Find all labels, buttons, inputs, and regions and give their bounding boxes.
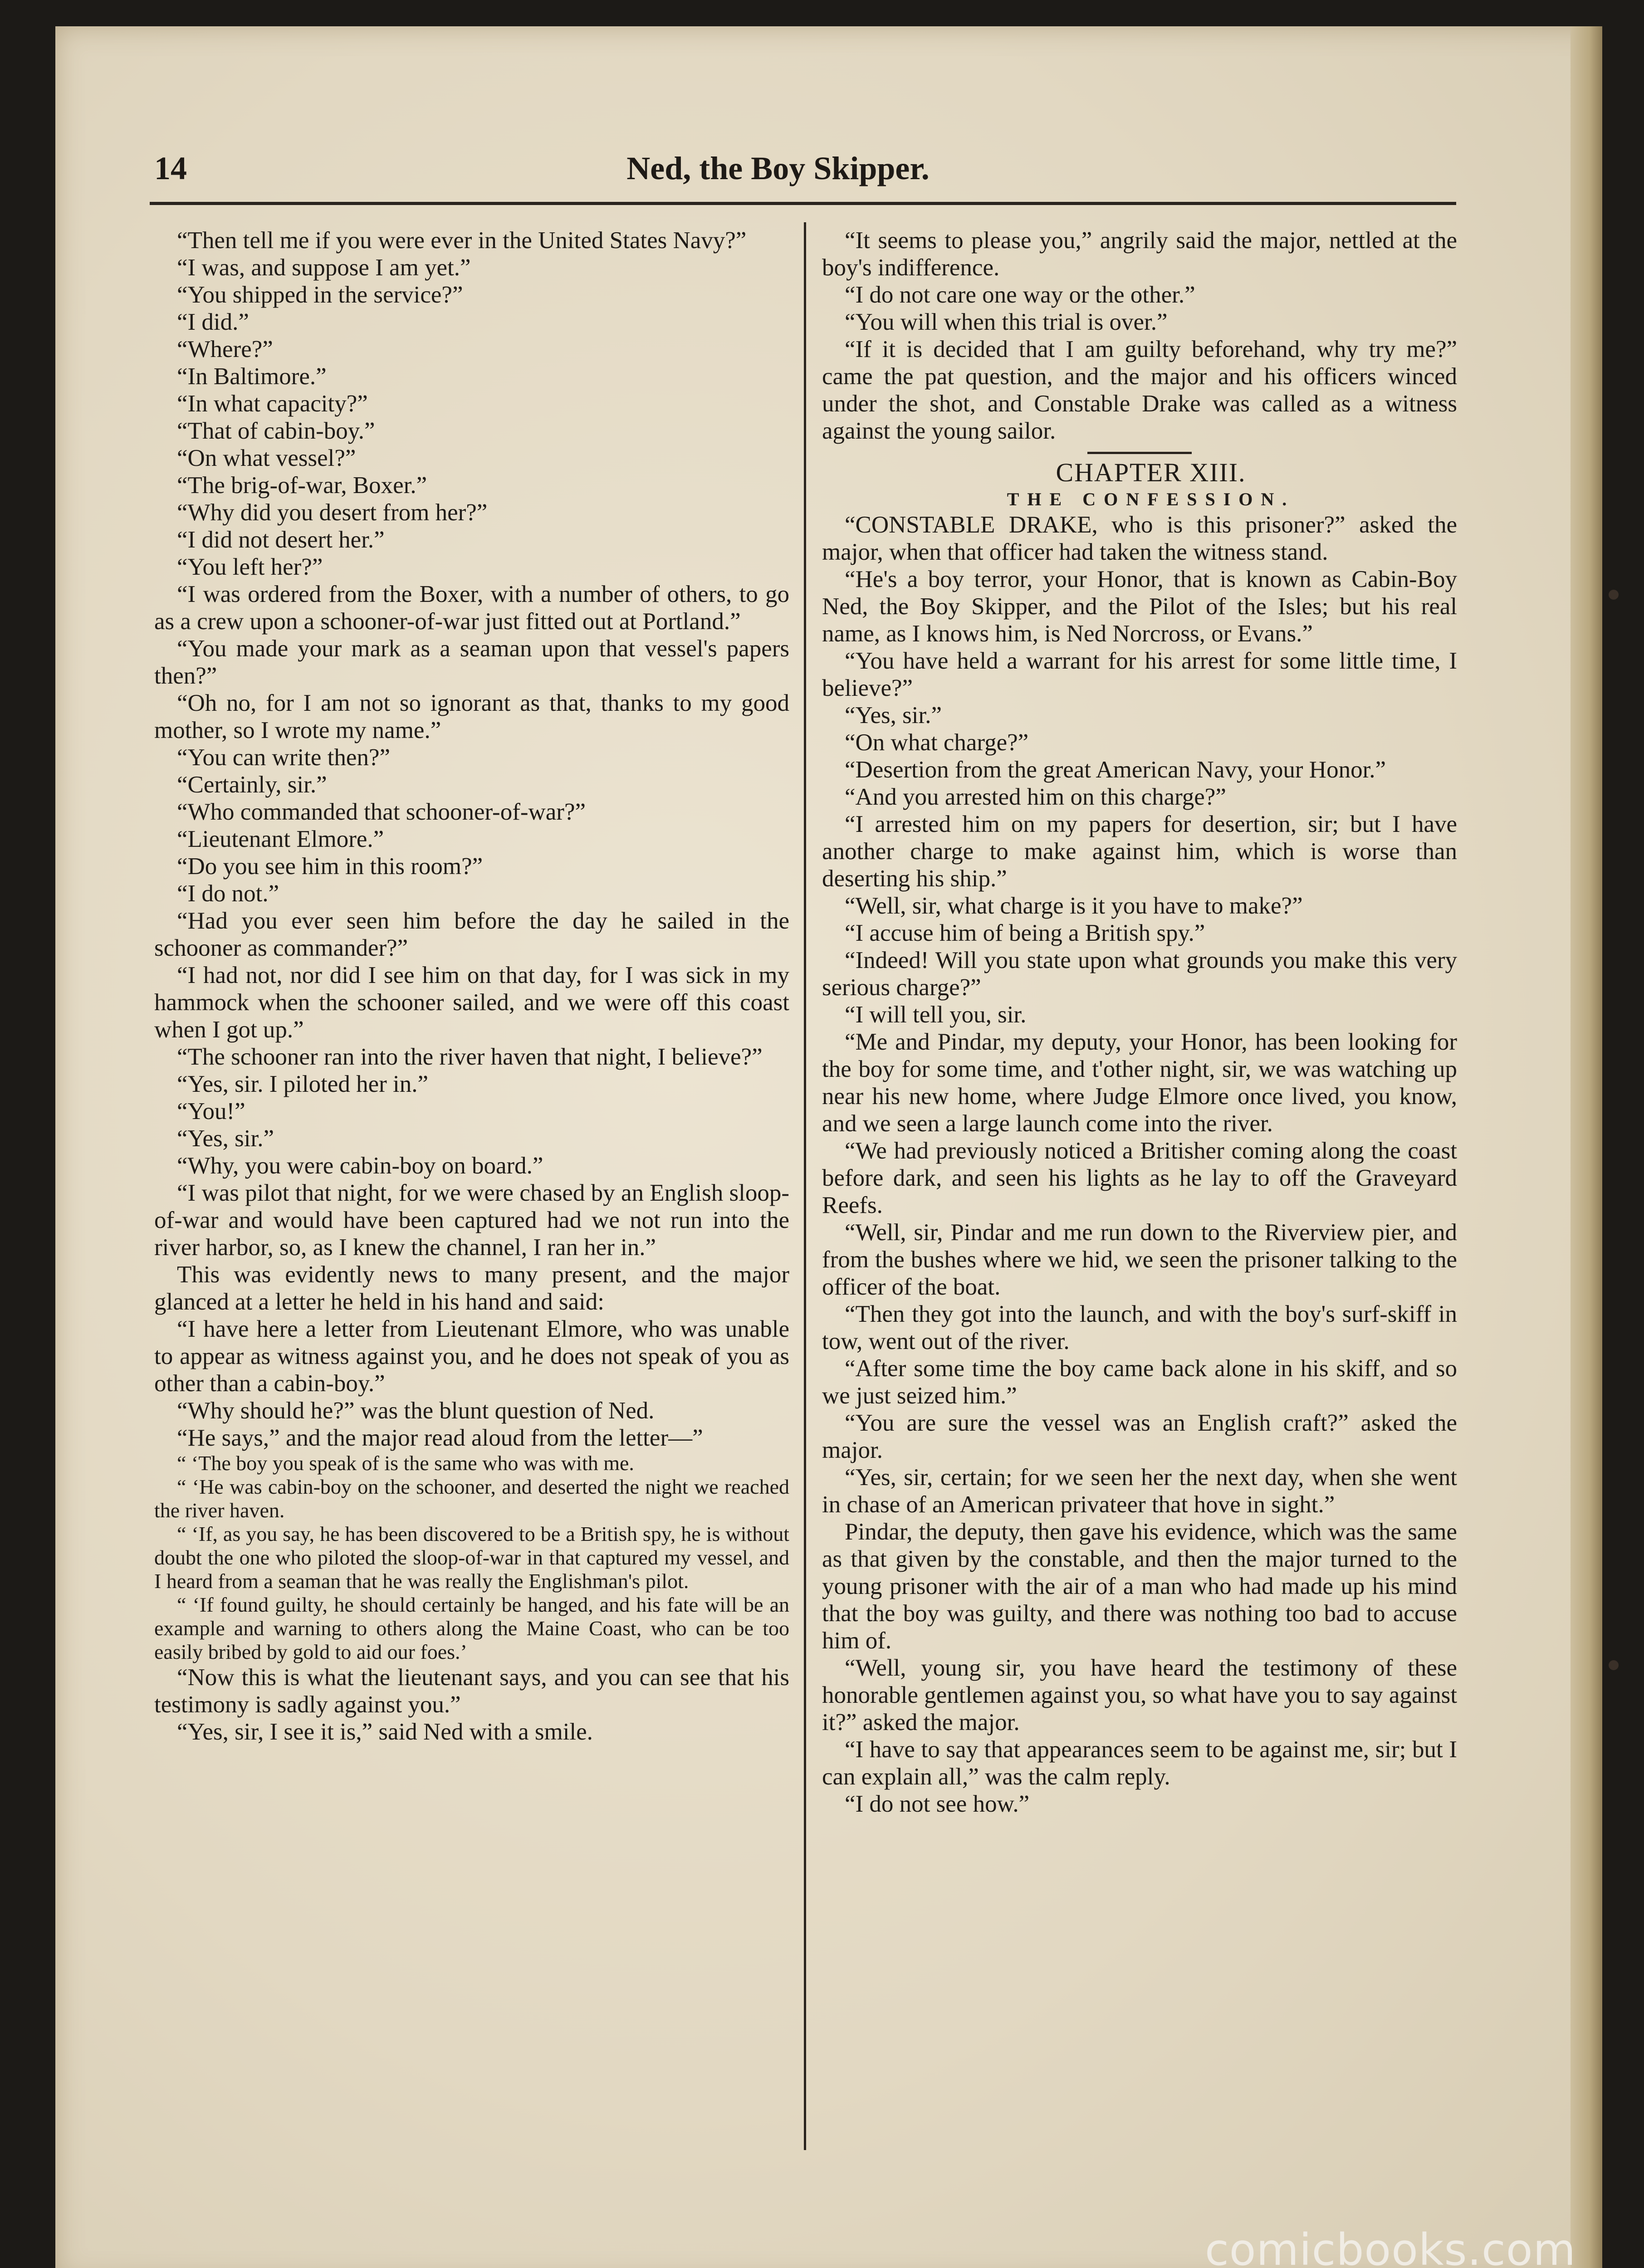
page-binding-edge <box>1571 26 1602 2268</box>
paragraph: “Well, sir, Pindar and me run down to the Riverview pier, and from the bushes where we hid, we seen the prisoner talking to the officer of the boat. <box>822 1219 1457 1300</box>
watermark-text: comicbooks.com <box>1204 2224 1576 2268</box>
paragraph: “Why did you desert from her?” <box>177 499 488 526</box>
paragraph: “Then they got into the launch, and with the boy's surf-skiff in tow, went out of the river. <box>822 1301 1457 1354</box>
paragraph: “I was, and suppose I am yet.” <box>177 254 471 281</box>
running-title: Ned, the Boy Skipper. <box>626 150 930 186</box>
paragraph: “Oh no, for I am not so ignorant as that, thanks to my good mother, so I wrote my name.” <box>154 690 789 743</box>
page-number: 14 <box>154 150 187 186</box>
paragraph: “Certainly, sir.” <box>177 772 327 798</box>
paragraph: “On what vessel?” <box>177 445 356 471</box>
paragraph: “Well, sir, what charge is it you have to make?” <box>845 893 1303 919</box>
paragraph: “You are sure the vessel was an English craft?” asked the major. <box>822 1410 1457 1463</box>
paragraph: “Desertion from the great American Navy, your Honor.” <box>845 757 1386 783</box>
letter-quotes <box>154 1452 789 1664</box>
paragraph: “I was pilot that night, for we were chased by an English sloop-of-war and would have been captured had we not run into the river harbor, so, as I knew the channel, I ran her in.” <box>154 1180 789 1261</box>
paragraph: “Lieutenant Elmore.” <box>177 826 384 852</box>
header-rule <box>150 202 1456 205</box>
right-column <box>822 227 1457 1818</box>
paragraph: “I did.” <box>177 309 249 335</box>
paragraph: “You can write then?” <box>177 744 390 771</box>
binding-tack <box>1609 1660 1619 1670</box>
paragraph: “The brig-of-war, Boxer.” <box>177 472 427 499</box>
paragraph: “And you arrested him on this charge?” <box>845 784 1226 810</box>
paragraph: “You will when this trial is over.” <box>845 309 1168 335</box>
paragraph: “In what capacity?” <box>177 391 368 417</box>
paragraph: “Indeed! Will you state upon what grounds you make this very serious charge?” <box>822 947 1457 1001</box>
page-header <box>100 145 1456 195</box>
paragraph: “ ‘If found guilty, he should certainly be hanged, and his fate will be an example and warning to others along the Maine Coast, who can be too easily bribed by gold to aid our foes.’ <box>154 1593 789 1663</box>
paragraph: “In Baltimore.” <box>177 363 327 390</box>
paragraph: This was evidently news to many present, and the major glanced at a letter he held in his hand and said: <box>154 1261 789 1315</box>
paragraph: “Had you ever seen him before the day he sailed in the schooner as commander?” <box>154 908 789 961</box>
paragraph: “I do not see how.” <box>845 1791 1030 1817</box>
binding-tack <box>1609 590 1619 600</box>
paragraph: “I have to say that appearances seem to be against me, sir; but I can explain all,” was the calm reply. <box>822 1736 1457 1790</box>
chapter-title: CHAPTER XIII. <box>1056 458 1246 487</box>
paragraph: “You made your mark as a seaman upon that vessel's papers then?” <box>154 635 789 689</box>
left-column <box>154 227 789 1745</box>
paragraph: “He's a boy terror, your Honor, that is known as Cabin-Boy Ned, the Boy Skipper, and the Pilot of the Isles; but his real name, as I knows him, is Ned Norcross, or Evans.” <box>822 566 1457 647</box>
paragraph: Pindar, the deputy, then gave his evidence, which was the same as that given by the constable, and then the major turned to the young prisoner with the air of a man who had made up his mind that the boy was guilty, and there was nothing too bad to accuse him of. <box>822 1519 1457 1654</box>
paragraph: “Yes, sir, certain; for we seen her the next day, when she went in chase of an American privateer that hove in sight.” <box>822 1464 1457 1518</box>
right-paragraphs-top <box>822 227 1457 445</box>
paragraph: “Why should he?” was the blunt question of Ned. <box>177 1398 655 1424</box>
paragraph: “It seems to please you,” angrily said the major, nettled at the boy's indifference. <box>822 227 1457 281</box>
paragraph: “Me and Pindar, my deputy, your Honor, has been looking for the boy for some time, and t'other night, sir, we was watching up near his new home, where Judge Elmore once lived, you know, and we seen a large launch come into the river. <box>822 1029 1457 1137</box>
paragraph: “I arrested him on my papers for desertion, sir; but I have another charge to make against him, which is worse than deserting his ship.” <box>822 811 1457 892</box>
paragraph: “Well, young sir, you have heard the testimony of these honorable gentlemen against you, so what have you to say against it?” asked the major. <box>822 1655 1457 1735</box>
paragraph: “You have held a warrant for his arrest for some little time, I believe?” <box>822 648 1457 701</box>
chapter-rule <box>1087 452 1192 454</box>
paragraph: “ ‘If, as you say, he has been discovered to be a British spy, he is without doubt the one who piloted the sloop-of-war in that captured my vessel, and I heard from a seaman that he was really the Englishman's pilot. <box>154 1522 789 1593</box>
paragraph: “The schooner ran into the river haven that night, I believe?” <box>177 1044 763 1070</box>
paragraph: “On what charge?” <box>845 729 1029 756</box>
left-paragraphs <box>154 227 789 1452</box>
paragraph: “He says,” and the major read aloud from the letter—” <box>177 1425 703 1451</box>
paragraph: “You!” <box>177 1098 245 1124</box>
paragraph: “Where?” <box>177 336 273 362</box>
paragraph: “ ‘The boy you speak of is the same who was with me. <box>177 1452 634 1475</box>
paragraph: “You shipped in the service?” <box>177 282 463 308</box>
chapter-subtitle: THE CONFESSION. <box>1007 489 1295 509</box>
paragraph: “Why, you were cabin-boy on board.” <box>177 1153 543 1179</box>
paragraph: “I have here a letter from Lieutenant Elmore, who was unable to appear as witness against you, and he does not speak of you as other than a cabin-boy.” <box>154 1316 789 1397</box>
paragraph: “ ‘He was cabin-boy on the schooner, and deserted the night we reached the river haven. <box>154 1475 789 1522</box>
paragraph: “Do you see him in this room?” <box>177 853 483 880</box>
paragraph: “Yes, sir. I piloted her in.” <box>177 1071 428 1097</box>
paragraph: “After some time the boy came back alone in his skiff, and so we just seized him.” <box>822 1355 1457 1409</box>
paragraph: “I did not desert her.” <box>177 527 385 553</box>
paragraph: “That of cabin-boy.” <box>177 418 375 444</box>
paragraph: “I had not, nor did I see him on that day, for I was sick in my hammock when the schooner sailed, and we were off this coast when I got up.” <box>154 962 789 1043</box>
paragraph: “You left her?” <box>177 554 323 580</box>
paragraph: “If it is decided that I am guilty beforehand, why try me?” came the pat question, and the major and his officers winced under the shot, and Constable Drake was called as a witness against the young sailor. <box>822 336 1457 444</box>
paragraph: “Who commanded that schooner-of-war?” <box>177 799 586 825</box>
right-paragraphs <box>822 511 1457 1818</box>
paragraph: “I accuse him of being a British spy.” <box>845 920 1205 946</box>
paragraph: “Then tell me if you were ever in the United States Navy?” <box>177 227 747 254</box>
paragraph: “We had previously noticed a Britisher coming along the coast before dark, and seen his lights as he lay to off the Graveyard Reefs. <box>822 1138 1457 1218</box>
paragraph: “CONSTABLE DRAKE, who is this prisoner?” asked the major, when that officer had taken the witness stand. <box>822 512 1457 565</box>
left-paragraphs-end <box>154 1664 789 1745</box>
column-divider <box>804 222 806 2150</box>
paragraph: “I do not.” <box>177 880 279 907</box>
paragraph: “Yes, sir.” <box>177 1125 274 1152</box>
paragraph: “I was ordered from the Boxer, with a number of others, to go as a crew upon a schooner-of-war just fitted out at Portland.” <box>154 581 789 635</box>
paragraph: “I do not care one way or the other.” <box>845 282 1195 308</box>
paragraph: “I will tell you, sir. <box>845 1002 1027 1028</box>
paragraph: “Now this is what the lieutenant says, and you can see that his testimony is sadly against you.” <box>154 1664 789 1718</box>
paragraph: “Yes, sir.” <box>845 702 942 728</box>
paragraph: “Yes, sir, I see it is,” said Ned with a smile. <box>177 1719 593 1745</box>
